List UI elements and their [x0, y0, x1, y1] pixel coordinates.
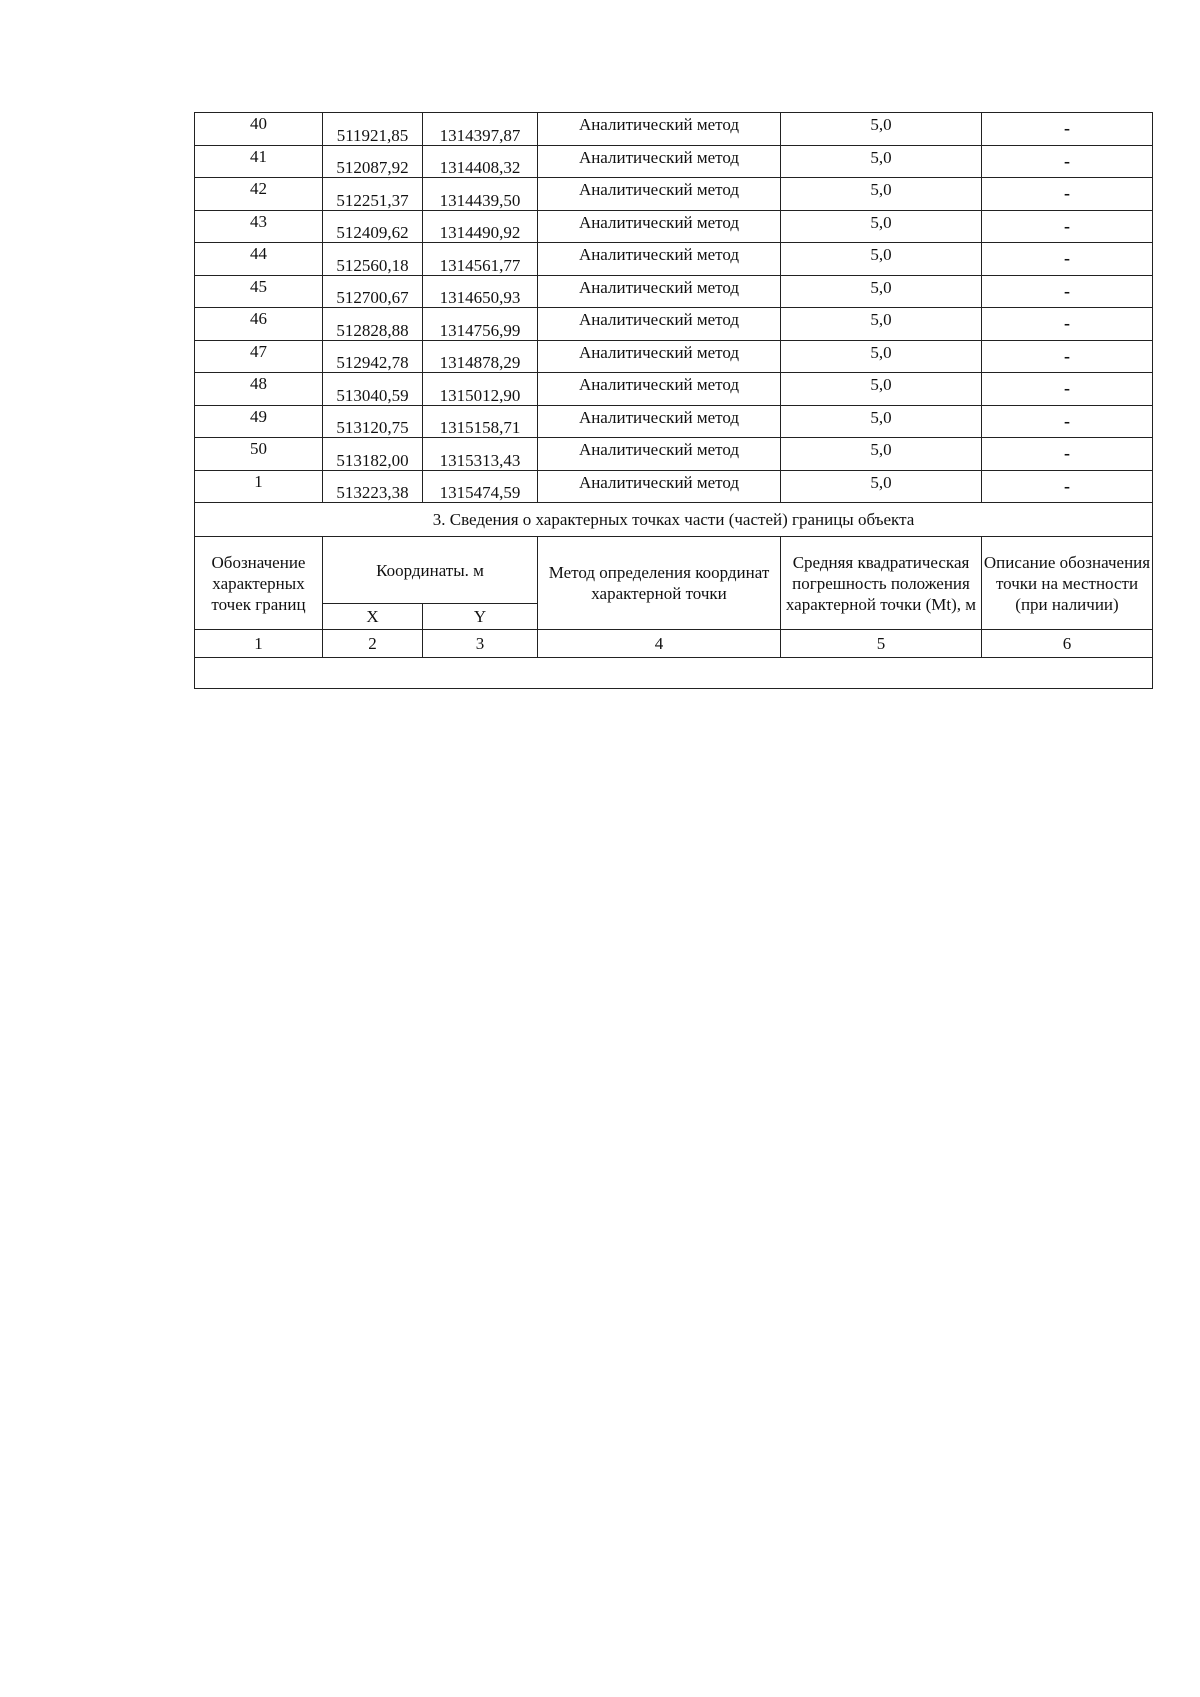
description-cell: -	[982, 438, 1153, 471]
method-cell: Аналитический метод	[538, 113, 781, 146]
section-3-row	[195, 503, 1153, 537]
mt-cell: 5,0	[781, 373, 982, 406]
coord-y-cell: 1314756,99	[423, 308, 538, 341]
mt-cell: 5,0	[781, 308, 982, 341]
coord-y-cell: 1314408,32	[423, 145, 538, 178]
coord-x-cell: 513120,75	[323, 405, 423, 438]
mt-cell: 5,0	[781, 113, 982, 146]
point-number-cell: 47	[195, 340, 323, 373]
description-cell: -	[982, 373, 1153, 406]
coord-y-cell: 1314561,77	[423, 243, 538, 276]
description-cell: -	[982, 178, 1153, 211]
column-number-2: 2	[323, 630, 423, 658]
coordinates-table	[194, 112, 1153, 689]
table-row	[195, 405, 1153, 438]
coord-y-cell: 1315158,71	[423, 405, 538, 438]
header-row	[195, 537, 1153, 604]
mt-cell: 5,0	[781, 340, 982, 373]
description-cell: -	[982, 113, 1153, 146]
coord-y-cell: 1314439,50	[423, 178, 538, 211]
coord-x-cell: 513182,00	[323, 438, 423, 471]
mt-cell: 5,0	[781, 438, 982, 471]
empty-row	[195, 658, 1153, 689]
column-number-4: 4	[538, 630, 781, 658]
mt-cell: 5,0	[781, 210, 982, 243]
table-row	[195, 373, 1153, 406]
point-number-cell: 41	[195, 145, 323, 178]
mt-cell: 5,0	[781, 178, 982, 211]
coord-y-cell: 1314650,93	[423, 275, 538, 308]
coord-x-cell: 511921,85	[323, 113, 423, 146]
description-cell: -	[982, 243, 1153, 276]
point-number-cell: 44	[195, 243, 323, 276]
point-number-cell: 40	[195, 113, 323, 146]
coord-x-cell: 513223,38	[323, 470, 423, 503]
coord-y-cell: 1315474,59	[423, 470, 538, 503]
description-cell: -	[982, 405, 1153, 438]
coord-x-cell: 512700,67	[323, 275, 423, 308]
mt-cell: 5,0	[781, 145, 982, 178]
method-cell: Аналитический метод	[538, 340, 781, 373]
method-cell: Аналитический метод	[538, 243, 781, 276]
table-row	[195, 438, 1153, 471]
table-row	[195, 113, 1153, 146]
method-cell: Аналитический метод	[538, 405, 781, 438]
description-cell: -	[982, 275, 1153, 308]
mt-cell: 5,0	[781, 243, 982, 276]
method-cell: Аналитический метод	[538, 308, 781, 341]
coord-y-cell: 1314490,92	[423, 210, 538, 243]
header-coordinates: Координаты. м	[323, 537, 538, 604]
table-row	[195, 470, 1153, 503]
header-mt: Средняя квадратическая погрешность положения характерной точки (Mt), м	[781, 537, 982, 630]
header-description: Описание обозначения точки на местности (при наличии)	[982, 537, 1153, 630]
method-cell: Аналитический метод	[538, 145, 781, 178]
mt-cell: 5,0	[781, 470, 982, 503]
method-cell: Аналитический метод	[538, 373, 781, 406]
point-number-cell: 50	[195, 438, 323, 471]
table-row	[195, 145, 1153, 178]
point-number-cell: 48	[195, 373, 323, 406]
table-row	[195, 308, 1153, 341]
point-number-cell: 49	[195, 405, 323, 438]
column-number-3: 3	[423, 630, 538, 658]
points-table-body	[195, 113, 1153, 503]
point-number-cell: 1	[195, 470, 323, 503]
description-cell: -	[982, 210, 1153, 243]
method-cell: Аналитический метод	[538, 275, 781, 308]
point-number-cell: 42	[195, 178, 323, 211]
header-designation: Обозначение характерных точек границ	[195, 537, 323, 630]
method-cell: Аналитический метод	[538, 470, 781, 503]
coord-x-cell: 512942,78	[323, 340, 423, 373]
description-cell: -	[982, 145, 1153, 178]
coord-y-cell: 1315012,90	[423, 373, 538, 406]
table-row	[195, 210, 1153, 243]
column-number-6: 6	[982, 630, 1153, 658]
coord-x-cell: 513040,59	[323, 373, 423, 406]
point-number-cell: 43	[195, 210, 323, 243]
column-number-1: 1	[195, 630, 323, 658]
section-3-title: 3. Сведения о характерных точках части (частей) границы объекта	[195, 503, 1153, 537]
description-cell: -	[982, 308, 1153, 341]
point-number-cell: 45	[195, 275, 323, 308]
coord-x-cell: 512087,92	[323, 145, 423, 178]
method-cell: Аналитический метод	[538, 210, 781, 243]
mt-cell: 5,0	[781, 405, 982, 438]
table-row	[195, 243, 1153, 276]
column-number-5: 5	[781, 630, 982, 658]
header-x: X	[323, 604, 423, 630]
coord-x-cell: 512828,88	[323, 308, 423, 341]
coord-x-cell: 512560,18	[323, 243, 423, 276]
column-number-row	[195, 630, 1153, 658]
header-method: Метод определения координат характерной точки	[538, 537, 781, 630]
table-row	[195, 178, 1153, 211]
table-row	[195, 275, 1153, 308]
coord-x-cell: 512409,62	[323, 210, 423, 243]
coord-y-cell: 1315313,43	[423, 438, 538, 471]
coordinates-sheet	[194, 112, 1152, 689]
description-cell: -	[982, 340, 1153, 373]
empty-cell	[195, 658, 1153, 689]
method-cell: Аналитический метод	[538, 438, 781, 471]
coord-y-cell: 1314397,87	[423, 113, 538, 146]
coord-y-cell: 1314878,29	[423, 340, 538, 373]
method-cell: Аналитический метод	[538, 178, 781, 211]
mt-cell: 5,0	[781, 275, 982, 308]
coord-x-cell: 512251,37	[323, 178, 423, 211]
header-y: Y	[423, 604, 538, 630]
description-cell: -	[982, 470, 1153, 503]
table-row	[195, 340, 1153, 373]
point-number-cell: 46	[195, 308, 323, 341]
